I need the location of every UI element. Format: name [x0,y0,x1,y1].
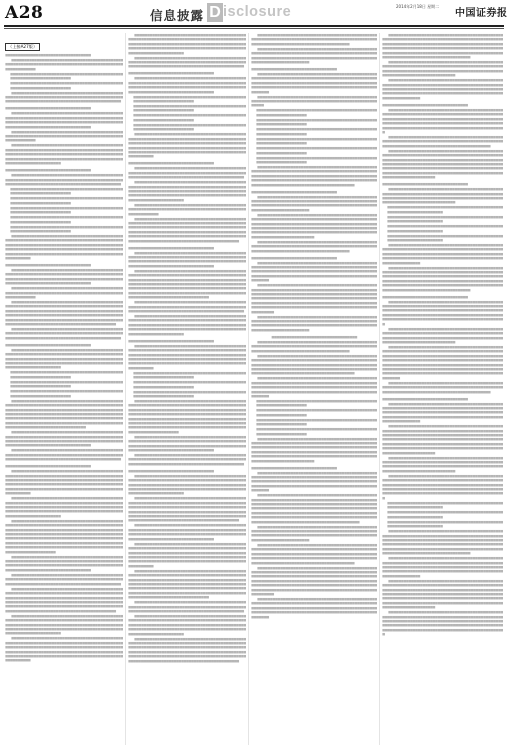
text-block: ■■■■■■■■■■■■■■■■■■■■■■■■■■■■■■■■■■■■■■■■■■■■■■■■■■■■■■■■■■■■■■■■■■■■■■■■■■■■■■■■■■■■■■■■■■■■■■■■■■■■■■■■■■■■■■■■■■■■■■■■■■■■■■■■■■■■■■■■■■■■■■■■■■■■■■■■■■■■■■■■■■■■■■■■■■ [251,194,377,212]
text-block: ■■■■■■■■■■■■■■■■■■■■■■■■■■■■■■■■■■■■■■■■■■■■■■■■■■■■■■■■■■■■■■■■■■■■■■■■■■■■■■■■■■■■■■■■■■■■■■■■■■■■■■■■■■■■■■■■■■■■■■■■■■■■■■■■■■■■■■■■■■■■■■■■■■■■■■■■■■■■■■■■■■■■■■■■■■■■■■■■■■■■■■■■■■■■■■■■■■■■■■■■■■■■ [251,72,377,94]
text-block: ■■■■■■■■■■■■■■■■■■■■■■■■■■■■■■■■■■■■■■■■■■■■■■■■■■■■■■■■■■■■■■■■■■■■■■■■■■■■■■■■■■■■■■■■■■■■■■■■■■■■■■■■■■■■■■■■■■■■■■■■■■■■■■■■■■■■■■■■■■■■■■■■■■■■■■■■■■■■■■■■■■■■■■■■■■■■■■■■■■■■■■■■■■■■■■■■■■■■■■■■■■■■■■■■■■■■■■■■■■■■■■■■■■■■■■■■■■■■■■■■■■■■■■■■■■■■■■■■■■■■■■■■■■■■■■■■■■■■■■■■■■■■■■■■■■■■■■■■■■■■■■■■■■■■■■■■■■■■■■■■■■■■■■■■■■■■■■■■■■■■ [5,518,123,554]
text-block: ■■■■■■■■■■■■■■■■■■■■■■■■■■■■■■■■■■■■■■■■■■■■■■■■■■■■■■■■■■■■■■■■■■■■ [387,233,503,242]
text-block: ■■■■■■■■■■■■■■■■■■■■■■■■■■■■■■■■■■■■■■■■■■■■■■■■■■■■■■■■■■■■■■■■■■■■■■■■■■■■■■■■■■■■■■■■■■■■■■■■■■■■■■■■■■■■■■■■■■■■■■■■■■■■■■■■■■■■■■■■ [5,448,123,462]
text-block: ■■■■■■■■■■■■■■■■■■■■■■■■■■■■■■■■■■■■■■■■■■■■■■■■■■■■■■■■■■■■■■■■■■■■■■■■■■■■■■■■■■■■■■■■■■■■■■■■■■■■■■■■■■■■■■■■■■■■■■■■■■■■■■■■■■■■■■■■■■■■■■■■■■■■■■■■■■■■■■■■■■■■■■■■■■■■■■■■■■■■■■■■■■■■■■■■■■■■■■■■■■■■■■■■■■■■■■■■■■■■■■■■■■■■■■■■■■■■■■■■■■■■■■■■■■■■■■■■■■■■■■■■■■■■■■■■ [251,436,377,463]
page-number: A28 [5,3,44,23]
text-block: ■■■■■■■■■■■■■■■■■■■■■■■■■■■■■■■■■■■■■■■■■■■■■■■■■■■■■■■■■■■■■■■■■■■■■■■■■■■■■■■■■■■■■■■■■■■■■■■■■■■■■■■■■■■■■■■■■■■■■■■■■■■■■■■■■■■■■■■■■■■■■■■■■■■■■■■■■■■■■■■■■■■■■■■■■■■■■■■■■■■■■■■■■■■■■■■■■■■■■■■■■■■■■■■■■■■■■■■■■■■■■■■■■■■■■■■■■■■■■■ [5,469,123,496]
text-block: ■■■■■■■■■■■■■■■■■■■■■■■■■■■■■■■■■■■■■■■■■■■■■■■■■■■■■■■■■■■■■■■■■■■■ [387,510,503,519]
text-block: ■■■■■■■■■■■■■■■■■■■■■■■■■■■■■■■■■■ [5,464,91,469]
text-block: ■■■■■■■■■■■■■■■■■■■■■■■■■■■■■■■■■■■■■■■■■■■■■■■■■■■■■■■■■■■■■■■■■■■■■■■■■■■■■■■■■■■■■■■■■■■■■■■■■■■■■■■■■■■■■■■■■■■■■■■■■■■■■■■■■■■■■■■■■■■■■■■■■■■■■■■■■■■■■■■■■■■■■■■■■■■■■■■■■■■■■■■■■■■■■■■■■■■■■■■■■■■■ [251,470,377,493]
text-block: ■■■■■■■■■■■■■■■■■■■■■■■■■■■■■■■■■■■■■■■■■■■■■■■■■■■■■■■■■■■■■■■■■■■■■■■■■■■■■■■■■■■■■■■■■■■■■■■■■■■■■■■■■■■■■■■■■■■■■■■■■■■■■■■■■■■■■■■■■■■■■■■■■■■■■■■■■■■■■■■■■■■■■■■■■■■■■■■■■■■■■■■■■■■■■■■■■■■■■■■■■■■■ [128,473,246,496]
text-block: ■■■■■■■■■■■■■■■■■■■■■■■■■■■■■■■■■■ [382,294,468,299]
column-divider [125,33,126,745]
text-block: ■■■■■■■■■■■■■■■■■■■■■■■■■■■■■■■■■■■■■■■■■■■■■■■■■■■■■■■■■■■■■■■■■■■■■■■■■■■■■■■■■■■■■■■■■■■■■■■■■■■■■■■■■■■■■■■■■■■■■■■■■■■■■■■■■■■■■■■■ [5,173,123,186]
text-block: ■■■■■■■■■■■■■■■■■■■■■■■■■■■■■■■■■■■■■■■■■■■■■■■■■■■■■■■■■■■■■■■■■■■■■■■■■■■■■■■■■■■■■■■■■■■■■■■■■■■■■■■■■■■■■■■■■■■■■■■■■■■■■■■■■■■■■■■■■■■■■■■■■■■■■■■■■■■■■■■■■■■■■■■■■■■■■■■■■■■■■■■■■■■■■■■■■■■■■■■■■■■■ [5,347,123,370]
text-block: ■■■■■■■■■■■■■■■■■■■■■■■■■■■■■■■■■■■■■■■■■■■■■■■■■■■■■■■■■■■■■■■■■■■■ [387,214,503,224]
text-block: ■■■■■■■■■■■■■■■■■■■■■■■■■■■■■■■■■■■■■■■■■■■■■■■■■■■■■■■■■■■■■■■■■■■■ [387,500,503,510]
text-block: ■■■■■■■■■■■■■■■■■■■■■■■■■■■■■■■■■■■■■■■■■■■■■■■■■■■■■■■■■■■■■■■■■■■■■■■■■■■■■■■■■■■■■■■■■■■■■■■■■■■■■■■■■■■■■■■■■■■■■■■■■■■■■■■■■■■■■■■■■■■■■■■■■■■■■■■■■■■■■■■■■■■■■■■■■■■■■■■■■■■■■■■■■■■■■■■■■■■■■■■■■■■■■■■■■■■■■■■■■■■■■■■■■■■■■■■■■■■■■■■■■■■■■■■■■■■■■■■■■■■■■■■■■■■■■■■■ [251,212,377,239]
text-block: ■■■■■■■■■■■■■■■■■■■■■■■■■■■■■■■■■■ [251,67,337,72]
text-block: ■■■■■■■■■■■■■■■■■■■■■■■■■■■■■■■■■■■■■■■■■■■■■■■■■■■■■■■■■■■■■■■■■■■■■■■■■■■■■■■■■■■■■■■■■■■■■■■■■■■■■■■■■■■■■■■■■■■■■■■■■■■■■■■■■■■■■■■■■■■■■■■■■■■■■■■■■■■■■■■■■■■■■■■■■■■■■■■■■■■■■■■■■■■■■■■■■■■■■■■■■■■■■■■■■■■■■■■■■■■■■■■■■■■■■■■■■■■■■■ [251,353,377,376]
text-block: ■■■■■■■■■■■■■■■■■■■■■■■■■■■■■■■■■■■■■■■■■■■■■■■■■■■■■■■■■■■■■■■■■■■■■■■■■■■■■■■■■■■■■■■■■■■■■■■■■■■■■■■■■■■■■■■■■■■■■■■■■■■■■■■■■■■■■■■■■■■■■■■■■■■■■■■■■■■■■■■■■■■■■■■■■■■■■■■■■■■■■■■■■■■■■■■■■■■■■■■■■■■■■■■■■■■■■■■■■■■■■■■■■■■■■■■■■■■■■■ [128,132,246,159]
text-block: ■■■■■■■■■■■■■■■■■■■■■■■■■■■■■■■■■■■■■■■■■■■■■■■■■■■■■■■■■■■■■■■■■■■■■■■■■■■■■■■■■■■■■■■■■■■■■■■■■■■■■■■■■■■■■■■■■■■■■■■■■■■■■■■■■■■■■■■■ [251,33,377,46]
text-block: ■■■■■■■■■■■■■■■■■■■■■■■■■■■■■■■■■■■■■■■■■■■■■■■■■■■■■■■■■■■■■■■■■■■■■■■■■■■■■■■■■■■■■■■■■■■■■■■■■■■■■■■■■■■■■■■■■■■■■■■■■■■■■■■■■■■■■■■■■■■■■■■■■■■■■■■■■■■■■■■■■■■■■■■■■■■■■■■■■■■■■■■■■■■■■■■■■■■■■■■■■■■■■■■■■■■■■■■■■■■■■■■■■■■■■■■■■■■■■■ [5,636,123,663]
text-block: ■■■■■■■■■■■■■■■■■■■■■■■■■■■■■■■■■■■■■■■■■■■■■■■■■■■■■■■■■■■■■■■■■■■■■■■■■■■■■■■■■■■■■■■■■■■■■■■■■■■■■■■■■■■■■■■■■■■■■■■■■■■■■■■■■■■■■■■■■■■■■■■■■■■■■■■■■■■■■■■■■■■■■■■■■■■■■■■■■■■■■■■■■■■■■■■■■■■■■■■■■■■■■■■■■■■■■■■■■■■■■■■■■■■■■■■■■■■■■■■■■■■■■■■■■■■■■■■■■■■■■■■■■■■■■■■■■■■■■■■■■■■■■■■■■■■■■■■■■■■■■■■■■■ [382,424,503,455]
text-block: ■■■■■■■■■■■■■■■■■■■■■■■■■■■■■■■■■■■■■■■■■■■■■■■■■■■■■■■■■■■■■■■■■■■■■■■■■■■■■■■■■■■■■■■■■■■■■■■■■■■■■■■■■■■■■■■■■■■■■■■■■■■■■■■■■■■■■■■■ [382,380,503,394]
text-block: ■■■■■■■■■■■■■■■■■■■■■■■■■■■■■■■■■■■■■■■■■■■■■■■■■■■■■■■■■■■■■■■■■■■■■■■■■■■■■■■■■■■■■■■■■■■■■■■■■■■■■■■■■■■■■■■■■■■■■■■■■■■■■■■■■■■■■■■■■■■■■■■■■■■■■■■■■■■■■■■■■■■■■■■■■■■■■■■■■■■■■■■■■■■■■■■■■■■■■■■■■■■■■■■■■■■■■■■■■■■■■■■■■■■■■■■■■■■■■■■■■■■■■■■■■■■■■■■■■■■■■■■■■■■■■■■■■■■■■■■■■■■■■■■■■■■■■■■■■■■■■■■■■■■■■■■■■■■■■■■■■■■■■■■■■■■■■■■■■■■■ [251,493,377,524]
text-block: ■■■■■■■■■■■■■■■■■■■■■■■■■■■■■■■■■■■■■■■■■■■■■■■■■■■■■■■■■■■■■■■■■■■■■■■■■■■■■■■■■■■■■■■■■■■■■■■■■■■■■■■■■■■■■■■■■■■■■■■■■■■■■■■■■■■■■■■■■■■■■■■■■■■■■■■■■■■■■■■■■■■■■■■■■■■■■■■■■■■■■■■■■■■■■■■■■■■■■■■■■■■■ [5,143,123,166]
text-block: ■■■■■■■■■■■■■■■■■■■■■■■■■■■■■■■■■■■■■■■■■■■■■■■■■■■■■■■■■■■■■■■■■■■■■■■■■■■■■■■■■■■■■■■■■■■■■■■■■■■■■■■■■■■■■■■■■■■■■■■■■■■■■■■■■■■■■■■■■■■■■■■■■■■■■■■■■■■■■■■■■■■■■■■■■■■■■■■■■■■■■■■■■■■■■■■■■■■■■■■■■■■■ [251,260,377,283]
text-block: ■■■■■■■■■■■■■■■■■■■■■■■■■■■■■■■■■■■■■■■■■■■■■■■■■■■■■■■■■■■■■■■■■■■■ [10,186,123,196]
text-block: ■■■■■■■■■■■■■■■■■■■■■■■■■■■■■■■■■■■■■■■■■■■■■■■■■■■■■■■■■■■■■■■■■■■■ [256,427,377,436]
text-block: ■■■■■■■■■■■■■■■■■■■■■■■■■■■■■■■■■■■■■■■■■■■■■■■■■■■■■■■■■■■■■■■■■■■■■■■■■■■■■■■■■■■■■■■■■■■■■■■■■■■■■■■■■■■■■■■■■■■■■■■■■■■■■■■■■■■■■■■■■■■■■■■■■■■■■■■■■■■■■■■■■■■■■■■■■■ [5,430,123,448]
text-block: ■■■■■■■■■■■■■■■■■■■■■■■■■■■■■■■■■■■■■■■■■■■■■■■■■■■■■■■■■■■■■■■■■■■■ [10,205,123,215]
article-column-4 [382,33,503,745]
text-block: ■■■■■■■■■■■■■■■■■■■■■■■■■■■■■■■■■■■■■■■■■■■■■■■■■■■■■■■■■■■■■■■■■■■■■■■■■■■■■■■■■■■■■■■■■■■■■■■■■■■■■■■■■■■■■■■■■■■■■■■■■■■■■■■■■■■■■■■■■■■■■■■■■■■■■■■■■■■■■■■■■■■■■■■■■■■■■■■■■■■■■■■■■■■■■■■■■■■■■■■■■■■■ [382,401,503,424]
text-block: ■■■■■■■■■■■■■■■■■■■■■■■■■■■■■■■■■■■■■■■■■■■■■■■■■■■■■■■■■■■■■■■■■■■■ [387,519,503,529]
section-english-rest: isclosure [223,4,292,20]
text-block: ■■■■■■■■■■■■■■■■■■■■■■■■■■■■■■■■■■■■■■■■■■■■■■■■■■■■■■■■■■■■■■■■■■■■ [133,104,246,113]
text-block: ■■■■■■■■■■■■■■■■■■■■■■■■■■■■■■■■■■■■■■■■■■■■■■■■■■■■■■■■■■■■■■■■■■■■■■■■■■■■■■■■■■■■■■■■■■■■■■■■■■■■■■■■■■■■■■■■■■■■■■■■■■■■■■■■■■■■■■■■■■■■■■■■■■■■■■■■■■■■■■■■■■■■■■■■■■■■■■■■■■■■■■■■■■■■■■■■■■■■■■■■■■■■■■■■■■■■■■■■■■■■■■■■■■■■■■■■■■■■■■■■■■■■■■■■■■■■■■■■■■■■■■■■■■■■■■■■ [382,529,503,556]
masthead [0,0,508,26]
text-block: ■■■■■■■■■■■■■■■■■■■■■■■■■■■■■■■■■■■■■■■■■■■■■■■■■■■■■■■■■■■■■■■■■■■■■■■■■■■■■■■■■■■■■■■■■■■■■■■■■■■■■■■■■■■■■■■■■■■■■■■■■■■■■■■■■■■■■■■■■■■■■■■■■■■■■■■■■■■■■■■■■■■■■■■■■■■■■■■■■■■■■■■■■■■■■■■■■■■■■■■■■■■■■■■■■■■■■■■■■■■■■■■■■■■■■■■■■■■■■■■■■■■■■■■■■■■■■■■■■■■■■■■■■■■■■■■■■■■■■■■■■■■■■■■■■■■■■■■■■■■■■■■■■■ [382,148,503,180]
text-block: ■■■■■■■■■■■■■■■■■■■■■■■■■■■■■■■■■■ [128,338,214,343]
text-block: ■■■■■■■■■■■■■■■■■■■■■■■■■■■■■■■■■■■■■■■■■■■■■■■■■■■■■■■■■■■■■■■■■■■■ [256,417,377,427]
text-block: ■■■■■■■■■■■■■■■■■■■■■■■■■■■■■■■■■■■■■■■■■■■■■■■■■■■■■■■■■■■■■■■■■■■■■■■■■■■■■■■■■■■■■■■■■■■■■■■■■■■■■■■■■■■■■■■■■■■■■■■■■■■■■■■■■■■■■■■■ [128,55,246,69]
text-block: ■■■■■■■■■■■■■■■■■■■■■■■■■■■■■■■■■■■■■■■■■■■■■■■■■■■■■■■■■■■■■■■■■■■■ [387,224,503,233]
text-block: ■■■■■■■■■■■■■■■■■■■■■■■■■■■■■■■■■■■■■■■■■■■■■■■■■■■■■■■■■■■■■■■■■■■■■■■■■■■■■■■■■■■■■■■■■■■■■■■■■■■■■■■■■■■■■■■■■■■■■■■■■■■■■■■■■■■■■■■■■■■■■■■■■■■■■■■■■■■■■■■■■■■■■■■■■■■■■■■■■■■■■■■■■■■■■■■■■■■■■■■■■■■■■■■■■■■■■■■■■■■■■■■■■■■■■■■■■■■■■■ [128,541,246,568]
text-block: ■■■■■■■■■■■■■■■■■■■■■■■■■■■■■■■■■■■■■■■■■■■■■■■■■■■■■■■■■■■■■■■■■■■■■■■■■■■■■■■■■■■■■■■■■■■■■■■■■■■■■■■■■■■■■■■■■■■■■■■■■■■■■■■■■■■■■■■■■■■■■■■■■■■■■■■■■■■■■■■■■■■■■■■■■■■■■■■■■■■■■■■■■■■■■■■■■■■■■■■■■■■■■■■■■■■■■■■■■■■■■■■■■■■■■■■■■■■■■■■■■■■■■■■■■■■■■■■■■■■■■■■■■■■■■■■■■■■■■■■■■■■■■■■■■■■■■■■■■■■■■■■■■■■■■■■■■■■■■■■■■■■■■■■■■■■■■■■■■■■■ [128,398,246,434]
text-block: ■■■■■■■■■■■■■■■■■■■■■■■■■■■■■■■■■■■■■■■■■■■■■■■■■■■■■■■■■■■■■■■■■■■■ [10,81,123,90]
text-block: ■■■■■■■■■■■■■■■■■■■■■■■■■■■■■■■■■■ [271,334,357,339]
text-block: ■■■■■■■■■■■■■■■■■■■■■■■■■■■■■■■■■■■■■■■■■■■■■■■■■■■■■■■■■■■■■■■■■■■■■■■■■■■■■■■■■■■■■■■■■■■■■■■■■■■■■■■■■■■■■■■■■■■■■■■■■■■■■■■■■■■■■■■■■■■■■■■■■■■■■■■■■■■■■■■■■■■■■■■■■■ [5,267,123,286]
text-block: ■■■■■■■■■■■■■■■■■■■■■■■■■■■■■■■■■■■■■■■■■■■■■■■■■■■■■■■■■■■■■■■■■■■■ [10,215,123,224]
text-block: ■■■■■■■■■■■■■■■■■■■■■■■■■■■■■■■■■■ [128,245,214,250]
text-block: ■■■■■■■■■■■■■■■■■■■■■■■■■■■■■■■■■■■■■■■■■■■■■■■■■■■■■■■■■■■■■■■■■■■■■■■■■■■■■■■■■■■■■■■■■■■■■■■■■■■■■■■■■■■■■■■■■■■■■■■■■■■■■■■■■■■■■■■■ [5,327,123,340]
text-block: ■■■■■■■■■■■■■■■■■■■■■■■■■■■■■■■■■■ [382,182,468,187]
text-block: ■■■■■■■■■■■■■■■■■■■■■■■■■■■■■■■■■■■■■■■■■■■■■■■■■■■■■■■■■■■■■■■■■■■■■■■■■■■■■■■■■■■■■■■■■■■■■■■■■■■■■■■■■■■■■■■■■■■■■■■■■■■■■■■■■■■■■■■■■■■■■■■■■■■■■■■■■■■■■■■■■■■■■■■■■■ [251,524,377,542]
text-block: ■■■■■■■■■■■■■■■■■■■■■■■■■■■■■■■■■■■■■■■■■■■■■■■■■■■■■■■■■■■■■■■■■■■■ [10,224,123,233]
text-block: ■■■■■■■■■■■■■■■■■■■■■■■■■■■■■■■■■■■■■■■■■■■■■■■■■■■■■■■■■■■■■■■■■■■■ [10,389,123,398]
text-block: ■■■■■■■■■■■■■■■■■■■■■■■■■■■■■■■■■■■■■■■■■■■■■■■■■■■■■■■■■■■■■■■■■■■■ [133,122,246,132]
newspaper-logo: 中国证券报 [455,8,508,19]
text-block: ■■■■■■■■■■■■■■■■■■■■■■■■■■■■■■■■■■■■■■■■■■■■■■■■■■■■■■■■■■■■■■■■■■■■■■■■■■■■■■■■■■■■■■■■■■■■■■■■■■■■■■■■■■■■■■■■■■■■■■■■■■■■■■■■■■■■■■■■■■■■■■■■■■■■■■■■■■■■■■■■■■■■■■■■■■■■■■■■■■■■■■■■■■■■■■■■■■■■■■■■■■■■■■■■■■■■■■■■■■■■■■■■■■■■■■■■■■■■■■ [382,610,503,637]
text-block: ■■■■■■■■■■■■■■■■■■■■■■■■■■■■■■■■■■■■■■■■■■■■■■■■■■■■■■■■■■■■■■■■■■■■■■■■■■■■■■■■■■■■■■■■■■■■■■■■■■■■■■■■■■■■■■■■■■■■■■■■■■■■■■■■■■■■■■■■■■■■■■■■■■■■■■■■■■■■■■■■■■■■■■■■■■■■■■■■■■■■■■■■■■■■■■■■■■■■■■■■■■■■■■■■■■■■■■■■■■■■■■■■■■■■■■■■■■■■■■■■■■■■■■■■■■■■■■■■■■■■■■■■■■■■■■■■ [5,300,123,327]
text-block: ■■■■■■■■■■■■■■■■■■■■■■■■■■■■■■■■■■■■■■■■■■■■■■■■■■■■■■■■■■■■■■■■■■■■■■■■■■■■■■■■■■■■■■■■■■■■■■■■■■■■■■■■■■■■■■■■■■■■■■■■■■■■■■■■■■■■■■■■ [5,90,123,104]
text-block: ■■■■■■■■■■■■■■■■■■■■■■■■■■■■■■■■■■■■■■■■■■■■■■■■■■■■■■■■■■■■■■■■■■■■■■■■■■■■■■■■■■■■■■■■■■■■■■■■■■■■■■■■■■■■■■■■■■■■■■■■■■■■■■■■■■■■■■■■ [251,239,377,253]
text-block: ■■■■■■■■■■■■■■■■■■■■■■■■■■■■■■■■■■■■■■■■■■■■■■■■■■■■■■■■■■■■■■■■■■■■ [387,205,503,214]
text-block: ■■■■■■■■■■■■■■■■■■■■■■■■■■■■■■■■■■ [128,71,214,76]
text-block: ■■■■■■■■■■■■■■■■■■■■■■■■■■■■■■■■■■ [5,53,91,57]
text-block: ■■■■■■■■■■■■■■■■■■■■■■■■■■■■■■■■■■■■■■■■■■■■■■■■■■■■■■■■■■■■■■■■■■■■■■■■■■■■■■■■■■■■■■■■■■■■■■■■■■■■■■■■■■■■■■■■■■■■■■■■■■■■■■■■■■■■■■■■■■■■■■■■■■■■■■■■■■■■■■■■■■■■■■■■■■■■■■■■■■■■■■■■■■■■■■■■■■■■■■■■■■■■■■■■■■■■■■■■■■■■■■■■■■■■■■■■■■■■■■ [382,473,503,500]
text-block: ■■■■■■■■■■■■■■■■■■■■■■■■■■■■■■■■■■ [5,168,91,173]
text-block: ■■■■■■■■■■■■■■■■■■■■■■■■■■■■■■■■■■■■■■■■■■■■■■■■■■■■■■■■■■■■■■■■■■■■■■■■■■■■■■■■■■■■■■■■■■■■■■■■■■■■■■■■■■■■■■■■■■■■■■■■■■■■■■■■■■■■■■■■■■■■■■■■■■■■■■■■■■■■■■■■■■■■■■■■■■■■■■■■■■■■■■■■■■■■■■■■■■■■■■■■■■■■■■■■■■■■■■■■■■■■■■■■■■■■■■■■■■■■■■■■■■■■■■■■■■■■■■■■■■■■■■■■■■■■■■■■ [382,265,503,292]
article-column-1 [5,33,123,745]
masthead-rule [4,25,504,27]
text-block: ■■■■■■■■■■■■■■■■■■■■■■■■■■■■■■■■■■■■■■■■■■■■■■■■■■■■■■■■■■■■■■■■■■■■ [256,398,377,408]
text-block: ■■■■■■■■■■■■■■■■■■■■■■■■■■■■■■■■■■■■■■■■■■■■■■■■■■■■■■■■■■■■■■■■■■■■■■■■■■■■■■■■■■■■■■■■■■■■■■■■■■■■■■■■■■■■■■■■■■■■■■■■■■■■■■■■■■■■■■■■■■■■■■■■■■■■■■■■■■■■■■■■■■■■■■■■■■■■■■■■■■■■■■■■■■■■■■■■■■■■■■■■■■■■ [382,243,503,265]
text-block: ■■■■■■■■■■■■■■■■■■■■■■■■■■■■■■■■■■■■■■■■■■■■■■■■■■■■■■■■■■■■■■■■■■■■ [256,108,377,117]
text-block: ■■■■■■■■■■■■■■■■■■■■■■■■■■■■■■■■■■■■■■■■■■■■■■■■■■■■■■■■■■■■■■■■■■■■■■■■■■■■■■■■■■■■■■■■■■■■■■■■■■■■■■■■■■■■■■■■■■■■■■■■■■■■■■■■■■■■■■■■■■■■■■■■■■■■■■■■■■■■■■■■■■■■■■■■■■■■■■■■■■■■■■■■■■■■■■■■■■■■■■■■■■■■■■■■■■■■■■■■■■■■■■■■■■■■■■■■■■■■■■ [128,343,246,370]
text-block: ■■■■■■■■■■■■■■■■■■■■■■■■■■■■■■■■■■■■■■■■■■■■■■■■■■■■■■■■■■■■■■■■■■■■■■■■■■■■■■■■■■■■■■■■■■■■■■■■■■■■■■■■■■■■■■■■■■■■■■■■■■■■■■■■■■■■■■■■■■■■■■■■■■■■■■■■■■■■■■■■■■■■■■■■■■■■■■■■■■■■■■■■■■■■■■■■■■■■■■■■■■■■■■■■■■■■■■■■■■■■■■■■■■■■■■■■■■■■■■ [251,542,377,565]
text-block: ■■■■■■■■■■■■■■■■■■■■■■■■■■■■■■■■■■■■■■■■■■■■■■■■■■■■■■■■■■■■■■■■■■■■■■■■■■■■■■■■■■■■■■■■■■■■■■■■■■■■■■■■■■■■■■■■■■■■■■■■■■■■■■■■■■■■■■■■■■■■■■■■■■■■■■■■■■■■■■■■■■■■■■■■■■ [251,46,377,65]
text-block: ■■■■■■■■■■■■■■■■■■■■■■■■■■■■■■■■■■■■■■■■■■■■■■■■■■■■■■■■■■■■■■■■■■■■■■■■■■■■■■■■■■■■■■■■■■■■■■■■■■■■■■■■■■■■■■■■■■■■■■■■■■■■■■■■■■■■■■■■■■■■■■■■■■■■■■■■■■■■■■■■■■■■■■■■■■ [128,434,246,452]
text-block: ■■■■■■■■■■■■■■■■■■■■■■■■■■■■■■■■■■ [251,189,337,194]
masthead-rule-thin [4,28,504,29]
text-block: ■■■■■■■■■■■■■■■■■■■■■■■■■■■■■■■■■■■■■■■■■■■■■■■■■■■■■■■■■■■■■■■■■■■■■■■■■■■■■■■■■■■■■■■■■■■■■■■■■■■■■■■■■■■■■■■■■■■■■■■■■■■■■■■■■■■■■■■■■■■■■■■■■■■■■■■■■■■■■■■■■■■■■■■■■■■■■■■■■■■■■■■■■■■■■■■■■■■■■■■■■■■■■■■■■■■■■■■■■■■■■■■■■■■■■■■■■■■■■■■■■■■■■■■■■■■■■■■■■■■■■■■■■■■■■■■■ [382,33,503,60]
text-block: ■■■■■■■■■■■■■■■■■■■■■■■■■■■■■■■■■■■■■■■■■■■■■■■■■■■■■■■■■■■■■■■■■■■■■■■■■■■■■■■■■■■■■■■■■■■■■■■■■■■■■■■■■■■■■■■■■■■■■■■■■■■■■■■■■■■■■■■■■■■■■■■■■■■■■■■■■■■■■■■■■■■■■■■■■■ [128,250,246,268]
article-column-2 [128,33,246,745]
text-block: ■■■■■■■■■■■■■■■■■■■■■■■■■■■■■■■■■■■■■■■■■■■■■■■■■■■■■■■■■■■■■■■■■■■■ [256,146,377,155]
text-block: ■■■■■■■■■■■■■■■■■■■■■■■■■■■■■■■■■■■■■■■■■■■■■■■■■■■■■■■■■■■■■■■■■■■■■■■■■■■■■■■■■■■■■■■■■■■■■■■■■■■■■■■■■■■■■■■■■■■■■■■■■■■■■■■■■■■■■■■■■■■■■■■■■■■■■■■■■■■■■■■■■■■■■■■■■■■■■■■■■■■■■■■■■■■■■■■■■■■■■■■■■■■■ [5,613,123,636]
text-block: ■■■■■■■■■■■■■■■■■■■■■■■■■■■■■■■■■■■■■■■■■■■■■■■■■■■■■■■■■■■■■■■■■■■■■■■■■■■■■■■■■■■■■■■■■■■■■■■■■■■■■■■■■■■■■■■■■■■■■■■■■■■■■■■■■■■■■■■■■■■■■■■■■■■■■■■■■■■■■■■■■■■■■■■■■■■■■■■■■■■■■■■■■■■■■■■■■■■■■■■■■■■■ [382,78,503,100]
text-block: ■■■■■■■■■■■■■■■■■■■■■■■■■■■■■■■■■■■■■■■■■■■■■■■■■■■■■■■■■■■■■■■■■■■■■■■■■■■■■■■■■■■■■■■■■■■■■■■■■■■■■■ [5,58,123,71]
text-block: ■■■■■■■■■■■■■■■■■■■■■■■■■■■■■■■■■■ [5,106,91,111]
text-block: ■■■■■■■■■■■■■■■■■■■■■■■■■■■■■■■■■■■■■■■■■■■■■■■■■■■■■■■■■■■■■■■■■■■■■■■■■■■■■■■■■■■■■■■■■■■■■■■■■■■■■■■■■■■■■■■■■■■■■■■■■■■■■■■■■■■■■■■■■■■■■■■■■■■■■■■■■■■■■■■■■■■■■■■■■■■■■■■■■■■■■■■■■■■■■■■■■■■■■■■■■■■■ [382,556,503,578]
text-block: ■■■■■■■■■■■■■■■■■■■■■■■■■■■■■■■■■■■■■■■■■■■■■■■■■■■■■■■■■■■■■■■■■■■■■■■■■■■■■■■■■■■■■■■■■■■■■■■■■■■■■■■■■■■■■■■■■■■■■■■■■■■■■■■■■■■■■■■■■■■■■■■■■■■■■■■■■■■■■■■■■■■■■■■■■■■■■■■■■■■■■■■■■■■■■■■■■■■■■■■■■■■■■■■■■■■■■■■■■■■■■■■■■■■■■■■■■■■■■■■■■■■■■■■■■■■■■■■■■■■■■■■■■■■■■■■■ [128,636,246,663]
column-divider [248,33,249,745]
text-block: ■■■■■■■■■■■■■■■■■■■■■■■■■■■■■■■■■■■■■■■■■■■■■■■■■■■■■■■■■■■■■■■■■■■■ [133,380,246,389]
text-block: ■■■■■■■■■■■■■■■■■■■■■■■■■■■■■■■■■■■■■■■■■■■■■■■■■■■■■■■■■■■■■■■■■■■■■■■■■■■■■■■■■■■■■■■■■■■■■■■■■■■■■■■■■■■■■■■■■■■■■■■■■■■■■■■■■■■■■■■■■■■■■■■■■■■■■■■■■■■■■■■■■■■■■■■■■■ [128,523,246,541]
continued-from-tag: （上接A27版） [5,43,40,51]
text-block: ■■■■■■■■■■■■■■■■■■■■■■■■■■■■■■■■■■■■■■■■■■■■■■■■■■■■■■■■■■■■■■■■■■■■■■■■■■■■■■■■■■■■■■■■■■■■■■■■■■■■■■ [5,129,123,143]
text-block: ■■■■■■■■■■■■■■■■■■■■■■■■■■■■■■■■■■■■■■■■■■■■■■■■■■■■■■■■■■■■■■■■■■■■■■■■■■■■■■■■■■■■■■■■■■■■■■■■■■■■■■■■■■■■■■■■■■■■■■■■■■■■■■■■■■■■■■■■■■■■■■■■■■■■■■■■■■■■■■■■■■■■■■■■■■ [382,187,503,205]
text-block: ■■■■■■■■■■■■■■■■■■■■■■■■■■■■■■■■■■ [382,102,468,107]
text-block: ■■■■■■■■■■■■■■■■■■■■■■■■■■■■■■■■■■■■■■■■■■■■■■■■■■■■■■■■■■■■■■■■■■■■ [133,113,246,122]
publication-date: 2014年2月18日 星期二 [396,4,440,9]
section-english-initial: D [207,3,223,22]
text-block: ■■■■■■■■■■■■■■■■■■■■■■■■■■■■■■■■■■■■■■■■■■■■■■■■■■■■■■■■■■■■■■■■■■■■ [256,127,377,136]
text-block: ■■■■■■■■■■■■■■■■■■■■■■■■■■■■■■■■■■■■■■■■■■■■■■■■■■■■■■■■■■■■■■■■■■■■■■■■■■■■■■■■■■■■■■■■■■■■■■■■■■■■■■■■■■■■■■■■■■■■■■■■■■■■■■■■■■■■■■■■■■■■■■■■■■■■■■■■■■■■■■■■■■■■■■■■■■ [382,455,503,473]
text-block: ■■■■■■■■■■■■■■■■■■■■■■■■■■■■■■■■■■■■■■■■■■■■■■■■■■■■■■■■■■■■■■■■■■■■■■■■■■■■■■■■■■■■■■■■■■■■■■■■■■■■■■■■■■■■■■■■■■■■■■■■■■■■■■■■■■■■■■■■ [128,166,246,180]
text-block: ■■■■■■■■■■■■■■■■■■■■■■■■■■■■■■■■■■■■■■■■■■■■■■■■■■■■■■■■■■■■■■■■■■■■ [256,136,377,146]
text-block: ■■■■■■■■■■■■■■■■■■■■■■■■■■■■■■■■■■■■■■■■■■■■■■■■■■■■■■■■■■■■■■■■■■■■■■■■■■■■■■■■■■■■■■■■■■■■■■■■■■■■■■■■■■■■■■■■■■■■■■■■■■■■■■■■■■■■■■■■■■■■■■■■■■■■■■■■■■■■■■■■■■■■■■■■■■■■■■■■■■■■■■■■■■■■■■■■■■■■■■■■■■■■■■■■■■■■■■■■■■■■■■■■■■■■■■■■■■■■■■■■■■■■■■■■■■■■■■■■■■■■■■■■■■■■■■■■ [128,496,246,523]
text-block: ■■■■■■■■■■■■■■■■■■■■■■■■■■■■■■■■■■■■■■■■■■■■■■■■■■■■■■■■■■■■■■■■■■■■■■■■■■■■■■■■■■■■■■■■■■■■■■■■■■■■■■■■■■■■■■■■■■■■■■■■■■■■■■■■■■■■■■■■■■■■■■■■■■■■■■■■■■■■■■■■■■■■■■■■■■■■■■■■■■■■■■■■■■■■■■■■■■■■■■■■■■■■■■■■■■■■■■■■■■■■■■■■■■■■■■■■■■■■■■ [382,107,503,134]
text-block: ■■■■■■■■■■■■■■■■■■■■■■■■■■■■■■■■■■ [5,342,91,347]
text-block: ■■■■■■■■■■■■■■■■■■■■■■■■■■■■■■■■■■■■■■■■■■■■■■■■■■■■■■■■■■■■■■■■■■■■■■■■■■■■■■■■■■■■■■■■■■■■■■■■■■■■■■■■■■■■■■■■■■■■■■■■■■■■■■■■■■■■■■■■■■■■■■■■■■■■■■■■■■■■■■■■■■■■■■■■■■■■■■■■■■■■■■■■■■■■■■■■■■■■■■■■■■■■ [128,180,246,202]
text-block: ■■■■■■■■■■■■■■■■■■■■■■■■■■■■■■■■■■■■■■■■■■■■■■■■■■■■■■■■■■■■■■■■■■■■ [256,408,377,417]
column-divider [379,33,380,745]
text-block: ■■■■■■■■■■■■■■■■■■■■■■■■■■■■■■■■■■■■■■■■■■■■■■■■■■■■■■■■■■■■■■■■■■■■ [10,379,123,389]
text-block: ■■■■■■■■■■■■■■■■■■■■■■■■■■■■■■■■■■ [128,161,214,166]
text-block: ■■■■■■■■■■■■■■■■■■■■■■■■■■■■■■■■■■■■■■■■■■■■■■■■■■■■■■■■■■■■■■■■■■■■■■■■■■■■■■■■■■■■■■■■■■■■■■■■■■■■■■■■■■■■■■■■■■■■■■■■■■■■■■■■■■■■■■■■■■■■■■■■■■■■■■■■■■■■■■■■■■■■■■■■■■ [251,314,377,332]
text-block: ■■■■■■■■■■■■■■■■■■■■■■■■■■■■■■■■■■■■■■■■■■■■■■■■■■■■■■■■■■■■■■■■■■■■■■■■■■■■■■■■■■■■■■■■■■■■■■■■■■■■■■■■■■■■■■■■■■■■■■■■■■■■■■■■■■■■■■■■■■■■■■■■■■■■■■■■■■■■■■■■■■■■■■■■■■■■■■■■■■■■■■■■■■■■■■■■■■■■■■■■■■■■ [5,496,123,518]
text-block: ■■■■■■■■■■■■■■■■■■■■■■■■■■■■■■■■■■■■■■■■■■■■■■■■■■■■■■■■■■■■■■■■■■■■■■■■■■■■■■■■■■■■■■■■■■■■■■■■■■■■■■■■■■■■■■■■■■■■■■■■■■■■■■■■■■■■■■■■■■■■■■■■■■■■■■■■■■■■■■■■■■■■■■■■■■■■■■■■■■■■■■■■■■■■■■■■■■■■■■■■■■■■■■■■■■■■■■■■■■■■■■■■■■■■■■■■■■■■■■■■■■■■■■■■■■■■■■■■■■■■■■■■■■■■■■■■ [5,586,123,613]
text-block: ■■■■■■■■■■■■■■■■■■■■■■■■■■■■■■■■■■■■■■■■■■■■■■■■■■■■■■■■■■■■■■■■■■■■ [10,370,123,379]
text-block: ■■■■■■■■■■■■■■■■■■■■■■■■■■■■■■■■■■■■■■■■■■■■■■■■■■■■■■■■■■■■■■■■■■■■■■■■■■■■■■■■■■■■■■■■■■■■■■■■■■■■■■■■■■■■■■■■■■■■■■■■■■■■■■■■■■■■■■■■■■■■■■■■■■■■■■■■■■■■■■■■■■■■■■■■■■ [128,76,246,94]
text-block: ■■■■■■■■■■■■■■■■■■■■■■■■■■■■■■■■■■■■■■■■■■■■■■■■■■■■■■■■■■■■■■■■■■■■■■■■■■■■■■■■■■■■■■■■■■■■■■■■■■■■■■ [128,202,246,216]
text-block: ■■■■■■■■■■■■■■■■■■■■■■■■■■■■■■■■■■■■■■■■■■■■■■■■■■■■■■■■■■■■■■■■■■■■ [133,94,246,104]
text-block: ■■■■■■■■■■■■■■■■■■■■■■■■■■■■■■■■■■■■■■■■■■■■■■■■■■■■■■■■■■■■■■■■■■■■ [10,71,123,81]
text-block: ■■■■■■■■■■■■■■■■■■■■■■■■■■■■■■■■■■■■■■■■■■■■■■■■■■■■■■■■■■■■■■■■■■■■■■■■■■■■■■■■■■■■■■■■■■■■■■■■■■■■■■■■■■■■■■■■■■■■■■■■■■■■■■■■■■■■■■■■■■■■■■■■■■■■■■■■■■■■■■■■■■■■■■■■■■■■■■■■■■■■■■■■■■■■■■■■■■■■■■■■■■■■■■■■■■■■■■■■■■■■■■■■■■■■■■■■■■■■■■■■■■■■■■■■■■■■■■■■■■■■■■■■■■■■■■■■■■■■■■■■■■■■■■■■■■■■■■■■■■■■■■■■■■ [128,268,246,300]
text-block: ■■■■■■■■■■■■■■■■■■■■■■■■■■■■■■■■■■■■■■■■■■■■■■■■■■■■■■■■■■■■■■■■■■■■■■■■■■■■■■■■■■■■■■■■■■■■■■■■■■■■■■■■■■■■■■■■■■■■■■■■■■■■■■■■■■■■■■■■ [128,453,246,466]
text-block: ■■■■■■■■■■■■■■■■■■■■■■■■■■■■■■■■■■■■■■■■■■■■■■■■■■■■■■■■■■■■■■■■■■■■■■■■■■■■■■■■■■■■■■■■■■■■■■■■■■■■■■■■■■■■■■■■■■■■■■■■■■■■■■■■■■■■■■■■■■■■■■■■■■■■■■■■■■■■■■■■■■■■■■■■■■■■■■■■■■■■■■■■■■■■■■■■■■■■■■■■■■■■■■■■■■■■■■■■■■■■■■■■■■■■■■■■■■■■■■■■■■■■■■■■■■■■■■■■■■■■■■■■■■■■■■■■■■■■■■■■■■■■■■■■■■■■■■■■■■■■■■■■■■ [128,568,246,600]
text-block: ■■■■■■■■■■■■■■■■■■■■■■■■■■■■■■■■■■■■■■■■■■■■■■■■■■■■■■■■■■■■■■■■■■■■■■■■■■■■■■■■■■■■■■■■■■■■■■■■■■■■■■■■■■■■■■■■■■■■■■■■■■■■■■■■■■■■■■■■■■■■■■■■■■■■■■■■■■■■■■■■■■■■■■■■■■ [382,326,503,344]
text-block: ■■■■■■■■■■■■■■■■■■■■■■■■■■■■■■■■■■■■■■■■■■■■■■■■■■■■■■■■■■■■■■■■■■■■■■■■■■■■■■■■■■■■■■■■■■■■■■■■■■■■■■■■■■■■■■■■■■■■■■■■■■■■■■■■■■■■■■■■■■■■■■■■■■■■■■■■■■■■■■■■■■■■■■■■■■■■■■■■■■■■■■■■■■■■■■■■■■■■■■■■■■■■ [251,596,377,619]
text-block: ■■■■■■■■■■■■■■■■■■■■■■■■■■■■■■■■■■■■■■■■■■■■■■■■■■■■■■■■■■■■■■■■■■■■■■■■■■■■■■■■■■■■■■■■■■■■■■■■■■■■■■■■■■■■■■■■■■■■■■■■■■■■■■■■■■■■■■■■■■■■■■■■■■■■■■■■■■■■■■■■■■■■■■■■■■■■■■■■■■■■■■■■■■■■■■■■■■■■■■■■■■■■ [128,613,246,636]
text-block: ■■■■■■■■■■■■■■■■■■■■■■■■■■■■■■■■■■■■■■■■■■■■■■■■■■■■■■■■■■■■■■■■■■■■■■■■■■■■■■■■■■■■■■■■■■■■■■■■■■■■■■■■■■■■■■■■■■■■■■■■■■■■■■■■■■■■■■■■■■■■■■■■■■■■■■■■■■■■■■■■■■■■■■■■■■■■■■■■■■■■■■■■■■■■■■■■■■■■■■■■■■■■■■■■■■■■■■■■■■■■■■■■■■■■■■■■■■■■■■■■■■■■■■■■■■■■■■■■■■■■■■■■■■■■■■■■■■■■■■■■■■■■■■■■■■■■■■■■■■■■■■■■■■ [251,565,377,596]
text-block: ■■■■■■■■■■■■■■■■■■■■■■■■■■■■■■■■■■■■■■■■■■■■■■■■■■■■■■■■■■■■■■■■■■■■■■■■■■■■■■■■■■■■■■■■■■■■■■■■■■■■■■■■■■■■■■■■■■■■■■■■■■■■■■■■■■■■■■■■■■■■■■■■■■■■■■■■■■■■■■■■■■■■■■■■■■■■■■■■■■■■■■■■■■■■■■■■■■■■■■■■■■■■■■■■■■■■■■■■■■■■■■■■■■■■■■■■■■■■■■■■■■■■■■■■■■■■■■■■■■■■■■■■■■■■■■■■■■■■■■■■■■■■■■■■■■■■■■■■■■■■■■■■■■ [5,398,123,430]
text-block: ■■■■■■■■■■■■■■■■■■■■■■■■■■■■■■■■■■ [382,396,468,401]
text-block: ■■■■■■■■■■■■■■■■■■■■■■■■■■■■■■■■■■■■■■■■■■■■■■■■■■■■■■■■■■■■■■■■■■■■■■■■■■■■■■■■■■■■■■■■■■■■■■■■■■■■■■■■■■■■■■■■■■■■■■■■■■■■■■■■■■■■■■■■■■■■■■■■■■■■■■■■■■■■■■■■■■■■■■■■■■■■■■■■■■■■■■■■■■■■■■■■■■■■■■■■■■■■■■■■■■■■■■■■■■■■■■■■■■■■■■■■■■■■■■■■■■■■■■■■■■■■■■■■■■■■■■■■■■■■■■■■■■■■■■■■■■■■■■■■■■■■■■■■■■■■■■■■■■ [382,578,503,610]
text-block: ■■■■■■■■■■■■■■■■■■■■■■■■■■■■■■■■■■■■■■■■■■■■■■■■■■■■■■■■■■■■■■■■■■■■ [133,389,246,398]
section-title: 信息披露 [150,8,205,23]
text-block: ■■■■■■■■■■■■■■■■■■■■■■■■■■■■■■■■■■■■■■■■■■■■■■■■■■■■■■■■■■■■■■■■■■■■■■■■■■■■■■■■■■■■■■■■■■■■■■■■■■■■■■■■■■■■■■■■■■■■■■■■■■■■■■■■■■■■■■■■■■■■■■■■■■■■■■■■■■■■■■■■■■■■■■■■■■■■■■■■■■■■■■■■■■■■■■■■■■■■■■■■■■■■ [128,314,246,336]
text-block: ■■■■■■■■■■■■■■■■■■■■■■■■■■■■■■■■■■■■■■■■■■■■■■■■■■■■■■■■■■■■■■■■■■■■■■■■■■■■■■■■■■■■■■■■■■■■■■■■■■■■■■■■■■■■■■■■■■■■■■■■■■■■■■■■■■■■■■■■ [128,300,246,314]
text-block: ■■■■■■■■■■■■■■■■■■■■■■■■■■■■■■■■■■ [251,465,337,470]
article-column-3 [251,33,377,745]
text-block: ■■■■■■■■■■■■■■■■■■■■■■■■■■■■■■■■■■■■■■■■■■■■■■■■■■■■■■■■■■■■■■■■■■■■■■■■■■■■■■■■■■■■■■■■■■■■■■■■■■■■■■■■■■■■■■■■■■■■■■■■■■■■■■■■■■■■■■■■ [382,134,503,148]
text-block: ■■■■■■■■■■■■■■■■■■■■■■■■■■■■■■■■■■■■■■■■■■■■■■■■■■■■■■■■■■■■■■■■■■■■■■■■■■■■■■■■■■■■■■■■■■■■■■■■■■■■■■■■■■■■■■■■■■■■■■■■■■■■■■■■■■■■■■■■■■■■■■■■■■■■■■■■■■■■■■■■■■■■■■■■■■■■■■■■■■■■■■■■■■■■■■■■■■■■■■■■■■■■■■■■■■■■■■■■■■■■■■■■■■■■■■■■■■■■■■■■■■■■■■■■■■■■■■■■■■■■■■■■■■■■■■■■■■■■■■■■■■■■■■■■■■■■■■■■■■■■■■■■■■ [251,283,377,314]
text-block: ■■■■■■■■■■■■■■■■■■■■■■■■■■■■■■■■■■■■■■■■■■■■■■■■■■■■■■■■■■■■■■■■■■■■■■■■■■■■■■■■■■■■■■■■■■■■■■■■■■■■■■ [5,286,123,299]
text-block: ■■■■■■■■■■■■■■■■■■■■■■■■■■■■■■■■■■■■■■■■■■■■■■■■■■■■■■■■■■■■■■■■■■■■■■■■■■■■■■■■■■■■■■■■■■■■■■■■■■■■■■■■■■■■■■■■■■■■■■■■■■■■■■■■■■■■■■■■■■■■■■■■■■■■■■■■■■■■■■■■■■■■■■■■■■■■■■■■■■■■■■■■■■■■■■■■■■■■■■■■■■■■■■■■■■■■■■■■■■■■■■■■■■■■■■■■■■■■■■ [251,164,377,187]
text-block: ■■■■■■■■■■■■■■■■■■■■■■■■■■■■■■■■■■■■■■■■■■■■■■■■■■■■■■■■■■■■■■■■■■■■■■■■■■■■■■■■■■■■■■■■■■■■■■■■■■■■■■■■■■■■■■■■■■■■■■■■■■■■■■■■■■■■■■■■■■■■■■■■■■■■■■■■■■■■■■■■■■■■■■■■■■■■■■■■■■■■■■■■■■■■■■■■■■■■■■■■■■■■ [128,33,246,55]
text-block: ■■■■■■■■■■■■■■■■■■■■■■■■■■■■■■■■■■■■■■■■■■■■■■■■■■■■■■■■■■■■■■■■■■■■■■■■■■■■■■■■■■■■■■■■■■■■■■■■■■■■■■■■■■■■■■■■■■■■■■■■■■■■■■■■■■■■■■■■■■■■■■■■■■■■■■■■■■■■■■■■■■■■■■■■■■ [382,60,503,78]
text-block: ■■■■■■■■■■■■■■■■■■■■■■■■■■■■■■■■■■■■■■■■■■■■■■■■■■■■■■■■■■■■■■■■■■■■ [133,370,246,380]
text-block: ■■■■■■■■■■■■■■■■■■■■■■■■■■■■■■■■■■■■■■■■■■■■■■■■■■■■■■■■■■■■■■■■■■■■■■■■■■■■■■■■■■■■■■■■■■■■■■■■■■■■■■■■■■■■■■■■■■■■■■■■■■■■■■■■■■■■■■■■ [5,572,123,586]
text-block: ■■■■■■■■■■■■■■■■■■■■■■■■■■■■■■■■■■ [251,255,337,260]
text-block: ■■■■■■■■■■■■■■■■■■■■■■■■■■■■■■■■■■■■■■■■■■■■■■■■■■■■■■■■■■■■■■■■■■■■■■■■■■■■■■■■■■■■■■■■■■■■■■■■■■■■■■■■■■■■■■■■■■■■■■■■■■■■■■■■■■■■■■■■■■■■■■■■■■■■■■■■■■■■■■■■■■■■■■■■■■ [5,111,123,129]
text-block: ■■■■■■■■■■■■■■■■■■■■■■■■■■■■■■■■■■■■■■■■■■■■■■■■■■■■■■■■■■■■■■■■■■■■■■■■■■■■■■■■■■■■■■■■■■■■■■■■■■■■■■ [251,94,377,108]
text-block: ■■■■■■■■■■■■■■■■■■■■■■■■■■■■■■■■■■■■■■■■■■■■■■■■■■■■■■■■■■■■■■■■■■■■■■■■■■■■■■■■■■■■■■■■■■■■■■■■■■■■■■■■■■■■■■■■■■■■■■■■■■■■■■■■■■■■■■■■■■■■■■■■■■■■■■■■■■■■■■■■■■■■■■■■■■■■■■■■■■■■■■■■■■■■■■■■■■■■■■■■■■■■■■■■■■■■■■■■■■■■■■■■■■■■■■■■■■■■■■ [5,233,123,260]
text-block: ■■■■■■■■■■■■■■■■■■■■■■■■■■■■■■■■■■■■■■■■■■■■■■■■■■■■■■■■■■■■■■■■■■■■■■■■■■■■■■■■■■■■■■■■■■■■■■■■■■■■■■■■■■■■■■■■■■■■■■■■■■■■■■■■■■■■■■■■■■■■■■■■■■■■■■■■■■■■■■■■■■■■■■■■■■■■■■■■■■■■■■■■■■■■■■■■■■■■■■■■■■■■■■■■■■■■■■■■■■■■■■■■■■■■■■■■■■■■■■■■■■■■■■■■■■■■■■■■■■■■■■■■■■■■■■■■ [128,216,246,243]
text-block: ■■■■■■■■■■■■■■■■■■■■■■■■■■■■■■■■■■ [128,468,214,473]
text-block: ■■■■■■■■■■■■■■■■■■■■■■■■■■■■■■■■■■■■■■■■■■■■■■■■■■■■■■■■■■■■■■■■■■■■ [256,117,377,127]
text-block: ■■■■■■■■■■■■■■■■■■■■■■■■■■■■■■■■■■■■■■■■■■■■■■■■■■■■■■■■■■■■■■■■■■■■■■■■■■■■■■■■■■■■■■■■■■■■■■■■■■■■■■■■■■■■■■■■■■■■■■■■■■■■■■■■■■■■■■■■ [128,600,246,613]
text-block: ■■■■■■■■■■■■■■■■■■■■■■■■■■■■■■■■■■■■■■■■■■■■■■■■■■■■■■■■■■■■■■■■■■■■■■■■■■■■■■■■■■■■■■■■■■■■■■■■■■■■■■■■■■■■■■■■■■■■■■■■■■■■■■■■■■■■■■■■■■■■■■■■■■■■■■■■■■■■■■■■■■■■■■■■■■■■■■■■■■■■■■■■■■■■■■■■■■■■■■■■■■■■■■■■■■■■■■■■■■■■■■■■■■■■■■■■■■■■■■ [382,299,503,326]
text-block: ■■■■■■■■■■■■■■■■■■■■■■■■■■■■■■■■■■■■■■■■■■■■■■■■■■■■■■■■■■■■■■■■■■■■■■■■■■■■■■■■■■■■■■■■■■■■■■■■■■■■■■■■■■■■■■■■■■■■■■■■■■■■■■■■■■■■■■■■■■■■■■■■■■■■■■■■■■■■■■■■■■■■■■■■■■ [5,554,123,572]
text-block: ■■■■■■■■■■■■■■■■■■■■■■■■■■■■■■■■■■■■■■■■■■■■■■■■■■■■■■■■■■■■■■■■■■■■■■■■■■■■■■■■■■■■■■■■■■■■■■■■■■■■■■■■■■■■■■■■■■■■■■■■■■■■■■■■■■■■■■■■■■■■■■■■■■■■■■■■■■■■■■■■■■■■■■■■■■■■■■■■■■■■■■■■■■■■■■■■■■■■■■■■■■■■■■■■■■■■■■■■■■■■■■■■■■■■■■■■■■■■■■■■■■■■■■■■■■■■■■■■■■■■■■■■■■■■■■■■■■■■■■■■■■■■■■■■■■■■■■■■■■■■■■■■■■■■■■■■■■■■■■■■■■■■■■■■■■■■■■■■■■■■ [382,344,503,380]
text-block: ■■■■■■■■■■■■■■■■■■■■■■■■■■■■■■■■■■■■■■■■■■■■■■■■■■■■■■■■■■■■■■■■■■■■■■■■■■■■■■■■■■■■■■■■■■■■■■■■■■■■■■■■■■■■■■■■■■■■■■■■■■■■■■■■■■■■■■■■■■■■■■■■■■■■■■■■■■■■■■■■■■■■■■■■■■■■■■■■■■■■■■■■■■■■■■■■■■■■■■■■■■■■ [251,376,377,398]
text-block: ■■■■■■■■■■■■■■■■■■■■■■■■■■■■■■■■■■■■■■■■■■■■■■■■■■■■■■■■■■■■■■■■■■■■■■■■■■■■■■■■■■■■■■■■■■■■■■■■■■■■■■■■■■■■■■■■■■■■■■■■■■■■■■■■■■■■■■■■ [251,339,377,353]
text-block: ■■■■■■■■■■■■■■■■■■■■■■■■■■■■■■■■■■■■■■■■■■■■■■■■■■■■■■■■■■■■■■■■■■■■ [256,155,377,164]
text-block: ■■■■■■■■■■■■■■■■■■■■■■■■■■■■■■■■■■■■■■■■■■■■■■■■■■■■■■■■■■■■■■■■■■■■ [10,196,123,205]
text-block: ■■■■■■■■■■■■■■■■■■■■■■■■■■■■■■■■■■ [5,262,91,267]
